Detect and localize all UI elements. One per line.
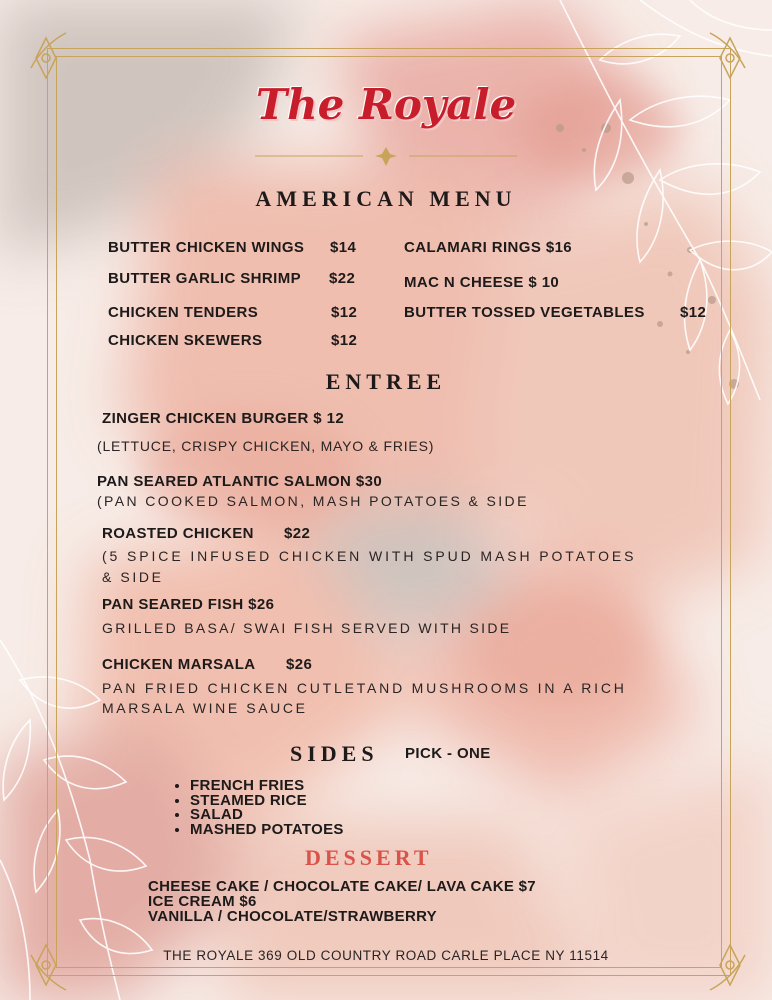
menu-item-price: $12 xyxy=(680,304,707,321)
sides-list xyxy=(172,779,344,837)
entree-item-desc: PAN FRIED CHICKEN CUTLETAND MUSHROOMS IN A RICH xyxy=(102,680,627,696)
menu-item-price: $22 xyxy=(329,270,356,287)
restaurant-logo: The Royale xyxy=(255,80,517,129)
footer-address: THE ROYALE 369 OLD COUNTRY ROAD CARLE PLACE NY 11514 xyxy=(163,948,609,963)
list-item: • SALAD xyxy=(190,808,344,823)
entree-item-price: $26 xyxy=(286,656,313,673)
list-item: • STEAMED RICE xyxy=(190,794,344,809)
menu-item-name: BUTTER TOSSED VEGETABLES xyxy=(404,304,645,321)
entree-item-name: ZINGER CHICKEN BURGER $ 12 xyxy=(102,410,345,427)
section-title-dessert: DESSERT xyxy=(305,845,433,870)
entree-item-desc: (PAN COOKED SALMON, MASH POTATOES & SIDE xyxy=(97,493,529,509)
menu-item: CALAMARI RINGS $16 xyxy=(404,239,573,256)
menu-item-price: $14 xyxy=(330,239,357,256)
dessert-line: CHEESE CAKE / CHOCOLATE CAKE/ LAVA CAKE $7 xyxy=(148,878,536,895)
dessert-line: ICE CREAM $6 xyxy=(148,893,257,910)
entree-item-desc: GRILLED BASA/ SWAI FISH SERVED WITH SIDE xyxy=(102,620,512,636)
section-title-sides: SIDES xyxy=(290,741,379,766)
menu-item-price: $12 xyxy=(331,332,358,349)
entree-item-desc: (LETTUCE, CRISPY CHICKEN, MAYO & FRIES) xyxy=(97,438,435,454)
entree-item-name: ROASTED CHICKEN xyxy=(102,525,254,542)
entree-item-name: PAN SEARED FISH $26 xyxy=(102,596,275,613)
entree-item-desc: (5 SPICE INFUSED CHICKEN WITH SPUD MASH POTATOES xyxy=(102,548,637,564)
dessert-line: VANILLA / CHOCOLATE/STRAWBERRY xyxy=(148,908,437,925)
menu-item-name: BUTTER CHICKEN WINGS xyxy=(108,239,305,256)
section-title-entree: ENTREE xyxy=(325,369,447,394)
entree-item-price: $22 xyxy=(284,525,311,542)
entree-item-name: CHICKEN MARSALA xyxy=(102,656,256,673)
diamond-star-icon xyxy=(255,147,517,167)
menu-item-name: CHICKEN SKEWERS xyxy=(108,332,263,349)
menu-item-price: $12 xyxy=(331,304,358,321)
entree-item-desc: & SIDE xyxy=(102,569,164,585)
section-title-american: AMERICAN MENU xyxy=(255,186,517,211)
sides-note: PICK - ONE xyxy=(405,745,491,762)
list-item: • MASHED POTATOES xyxy=(190,823,344,838)
menu-item-name: BUTTER GARLIC SHRIMP xyxy=(108,270,301,287)
list-item: • FRENCH FRIES xyxy=(190,779,344,794)
menu-item: MAC N CHEESE $ 10 xyxy=(404,274,560,291)
menu-item-name: CHICKEN TENDERS xyxy=(108,304,259,321)
entree-item-desc: MARSALA WINE SAUCE xyxy=(102,700,308,716)
entree-item-name: PAN SEARED ATLANTIC SALMON $30 xyxy=(97,473,383,490)
